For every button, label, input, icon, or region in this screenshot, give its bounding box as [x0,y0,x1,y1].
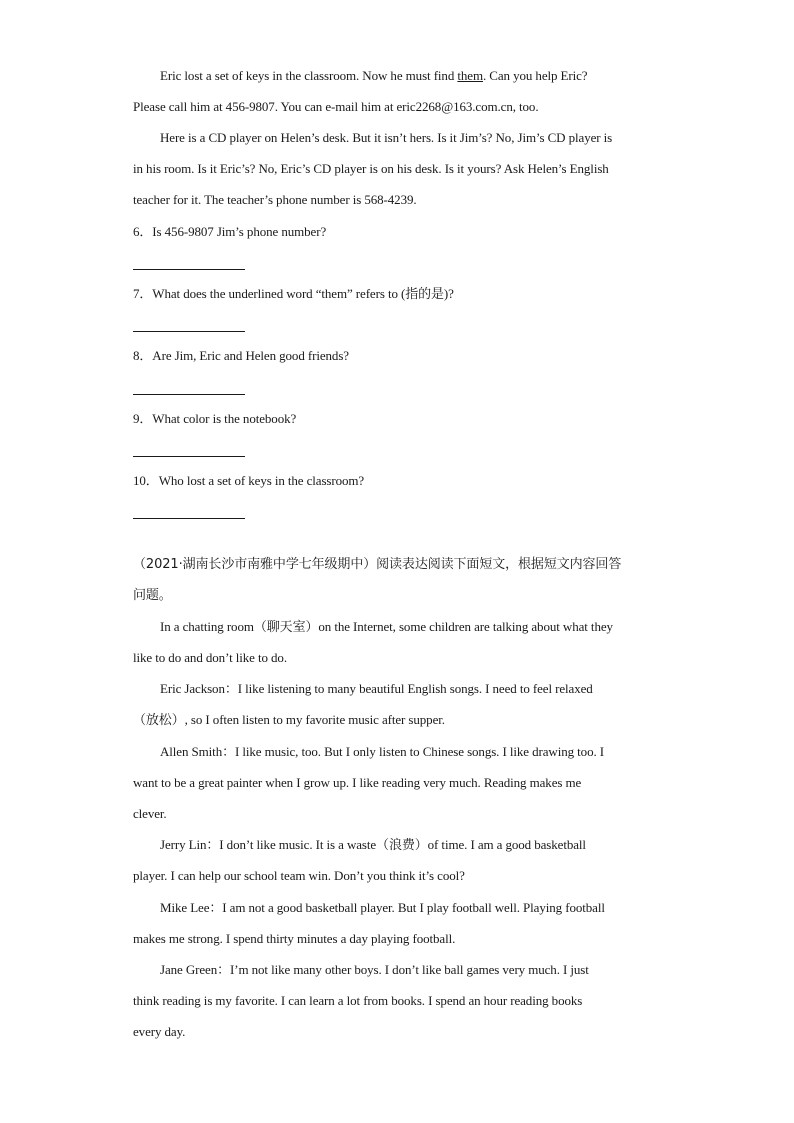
passage1-p1-line1 [160,67,587,85]
section2-line: In a chatting room（聊天室）on the Internet, some children are talking about what they [160,619,613,634]
section2-line: player. I can help our school team win. Don’t you think it’s cool? [133,868,465,883]
passage1-p1-text-before: Eric lost a set of keys in the classroom. Now he must find [160,68,458,83]
passage1-p2-line2: in his room. Is it Eric’s? No, Eric’s CD player is on his desk. Is it yours? Ask Helen’s English [133,161,609,176]
section2-line: Allen Smith：I like music, too. But I only listen to Chinese songs. I like drawing too. I [160,744,604,759]
section2-heading-line1: （2021·湖南长沙市南雅中学七年级期中）阅读表达阅读下面短文，根据短文内容回答 [133,557,622,572]
section2-line: （放松）, so I often listen to my favorite music after supper. [133,712,445,727]
question-6: 6．Is 456-9807 Jim’s phone number? [133,224,327,239]
answer-line-9[interactable] [133,456,245,457]
section2-line: clever. [133,806,167,821]
answer-line-8[interactable] [133,394,245,395]
question-7: 7．What does the underlined word “them” refers to (指的是)? [133,286,454,301]
section2-line: Jerry Lin：I don’t like music. It is a waste（浪费）of time. I am a good basketball [160,837,586,852]
passage1-p1-line2: Please call him at 456-9807. You can e-mail him at eric2268@163.com.cn, too. [133,99,539,114]
section2-line: Jane Green：I’m not like many other boys. I don’t like ball games very much. I just [160,962,589,977]
section2-line: every day. [133,1024,186,1039]
question-9: 9．What color is the notebook? [133,411,297,426]
section2-line: makes me strong. I spend thirty minutes a day playing football. [133,931,456,946]
answer-line-10[interactable] [133,518,245,519]
question-10: 10．Who lost a set of keys in the classroom? [133,473,365,488]
passage1-p2-line3: teacher for it. The teacher’s phone number is 568-4239. [133,192,417,207]
passage1-p1-text-after: . Can you help Eric? [482,68,588,83]
section2-line: Mike Lee：I am not a good basketball player. But I play football well. Playing football [160,900,605,915]
underlined-word-them: them [457,68,483,83]
passage1-p2-line1: Here is a CD player on Helen’s desk. But it isn’t hers. Is it Jim’s? No, Jim’s CD player is [160,130,613,145]
answer-line-7[interactable] [133,331,245,332]
section2-line: Eric Jackson：I like listening to many beautiful English songs. I need to feel relaxed [160,681,593,696]
question-8: 8．Are Jim, Eric and Helen good friends? [133,348,349,363]
section2-line: think reading is my favorite. I can learn a lot from books. I spend an hour reading books [133,993,583,1008]
answer-line-6[interactable] [133,269,245,270]
section2-line: want to be a great painter when I grow up. I like reading very much. Reading makes me [133,775,582,790]
section2-heading-line2: 问题。 [133,588,172,603]
section2-line: like to do and don’t like to do. [133,650,287,665]
